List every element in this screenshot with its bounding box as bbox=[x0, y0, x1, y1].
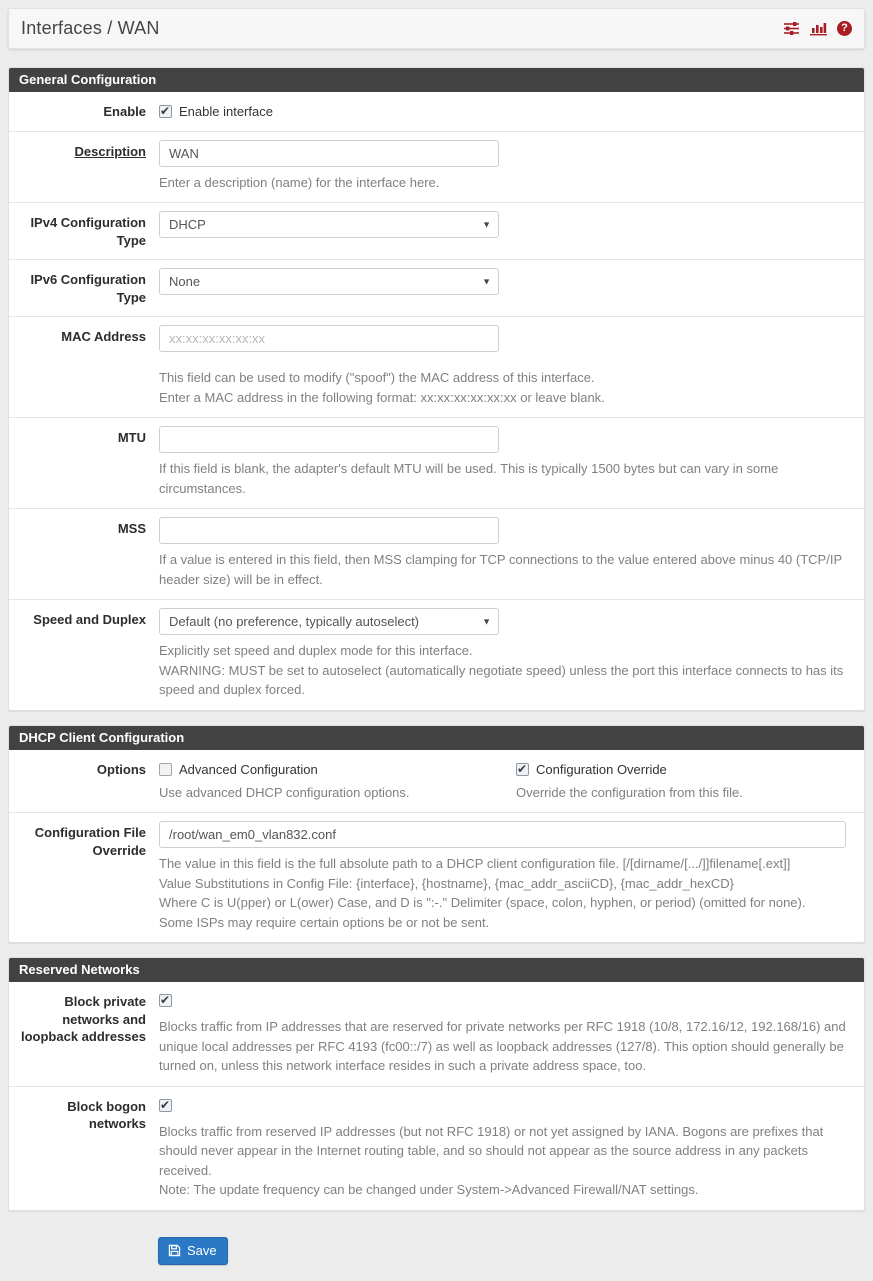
configuration-override-option-col bbox=[516, 758, 854, 803]
block-bogon-networks-label: Block bogon networks bbox=[67, 1098, 146, 1132]
dhcp-client-configuration-heading: DHCP Client Configuration bbox=[9, 726, 864, 750]
enable-interface-checkbox[interactable] bbox=[159, 105, 172, 118]
ipv6-config-select[interactable] bbox=[159, 268, 499, 295]
block-private-networks-label: Block private networks and loopback addresses bbox=[21, 994, 146, 1045]
configuration-override-option[interactable] bbox=[516, 758, 834, 777]
mac-address-row bbox=[9, 317, 864, 418]
speed-duplex-help: Explicitly set speed and duplex mode for this interface. WARNING: MUST be set to autoselect (automatically negotiate speed) unless the port this interface connects to has its speed and duplex forced. bbox=[159, 643, 844, 698]
bar-chart-icon[interactable] bbox=[810, 21, 827, 36]
mac-address-label: MAC Address bbox=[61, 329, 146, 345]
ipv4-config-select[interactable] bbox=[159, 211, 499, 238]
save-button[interactable] bbox=[158, 1237, 228, 1265]
configuration-override-label: Configuration Override bbox=[536, 761, 667, 777]
configuration-override-help: Override the configuration from this file. bbox=[516, 784, 743, 800]
enable-interface-option[interactable] bbox=[159, 100, 854, 119]
reserved-networks-heading: Reserved Networks bbox=[9, 958, 864, 982]
block-private-networks-help: Blocks traffic from IP addresses that are reserved for private networks per RFC 1918 (10/8, 172.16/12, 192.168/16) and unique local addresses per RFC 4193 (fc00::/7) as well as loopback addresses (127/8). This option should generally be turned on, unless this network interface resides in such a private address space, too. bbox=[159, 1019, 846, 1074]
ipv4-config-label: IPv4 Configuration Type bbox=[30, 215, 146, 248]
advanced-configuration-checkbox[interactable] bbox=[159, 763, 172, 776]
description-help: Enter a description (name) for the interface here. bbox=[159, 174, 440, 190]
mtu-label: MTU bbox=[117, 430, 146, 446]
configuration-file-override-row bbox=[9, 813, 864, 942]
save-icon bbox=[168, 1244, 181, 1257]
mss-row bbox=[9, 509, 864, 600]
block-bogon-networks-checkbox[interactable] bbox=[159, 1099, 172, 1112]
dhcp-options-row bbox=[9, 750, 864, 814]
speed-duplex-label: Speed and Duplex bbox=[33, 612, 146, 628]
speed-duplex-row bbox=[9, 600, 864, 710]
block-bogon-networks-option[interactable] bbox=[159, 1095, 854, 1112]
mac-address-input[interactable] bbox=[159, 325, 499, 352]
mss-input[interactable] bbox=[159, 517, 499, 544]
mtu-row bbox=[9, 418, 864, 509]
mss-label: MSS bbox=[117, 521, 146, 537]
general-configuration-heading: General Configuration bbox=[9, 68, 864, 92]
enable-label: Enable bbox=[103, 104, 146, 119]
general-configuration-panel bbox=[8, 67, 865, 711]
advanced-configuration-option-col bbox=[159, 758, 516, 803]
help-icon[interactable] bbox=[837, 21, 852, 36]
breadcrumb: Interfaces / WAN bbox=[21, 18, 160, 38]
block-private-networks-option[interactable] bbox=[159, 990, 854, 1007]
advanced-configuration-help: Use advanced DHCP configuration options. bbox=[159, 784, 410, 800]
save-button-label: Save bbox=[187, 1242, 217, 1258]
sliders-icon[interactable] bbox=[783, 21, 800, 36]
configuration-override-checkbox[interactable] bbox=[516, 763, 529, 776]
title-bar bbox=[8, 8, 865, 49]
header-actions bbox=[783, 21, 852, 36]
advanced-configuration-option[interactable] bbox=[159, 758, 496, 777]
footer-actions bbox=[8, 1225, 865, 1265]
ipv6-config-label: IPv6 Configuration Type bbox=[30, 272, 146, 305]
reserved-networks-panel bbox=[8, 957, 865, 1211]
block-private-networks-row bbox=[9, 982, 864, 1087]
ipv6-config-row bbox=[9, 260, 864, 317]
description-label: Description bbox=[74, 143, 146, 159]
mtu-help: If this field is blank, the adapter's default MTU will be used. This is typically 1500 bytes but can vary in some circumstances. bbox=[159, 461, 779, 496]
block-bogon-networks-row bbox=[9, 1087, 864, 1210]
description-row bbox=[9, 132, 864, 204]
configuration-file-override-label: Configuration File Override bbox=[34, 825, 146, 858]
configuration-file-override-input[interactable] bbox=[159, 821, 846, 848]
enable-interface-checkbox-label: Enable interface bbox=[179, 104, 273, 119]
dhcp-options-label: Options bbox=[96, 761, 146, 777]
mss-help: If a value is entered in this field, then MSS clamping for TCP connections to the value entered above minus 40 (TCP/IP header size) will be in effect. bbox=[159, 552, 842, 587]
block-private-networks-checkbox[interactable] bbox=[159, 994, 172, 1007]
block-bogon-networks-help: Blocks traffic from reserved IP addresses (but not RFC 1918) or not yet assigned by IANA. Bogons are prefixes that should never appear in the Internet routing table, and so should not appear as the source address in any packets received. Note: The update frequency can be changed under System->Advanced Firewall/NAT settings. bbox=[159, 1123, 824, 1198]
enable-row bbox=[9, 92, 864, 132]
advanced-configuration-label: Advanced Configuration bbox=[179, 761, 318, 777]
mac-address-help: This field can be used to modify ("spoof") the MAC address of this interface. Enter a MAC address in the following format: xx:xx:xx:xx:xx:xx or leave blank. bbox=[159, 370, 605, 405]
description-input[interactable] bbox=[159, 140, 499, 167]
mtu-input[interactable] bbox=[159, 426, 499, 453]
configuration-file-override-help: The value in this field is the full absolute path to a DHCP client configuration file. [/[dirname/[.../]]filename[.ext]] Value Substitutions in Config File: {interface}, {hostname}, {mac_addr_asciiCD}, {mac_addr_hexCD} Where C is U(pper) or L(ower) Case, and D is ":-." Delimiter (space, colon, hyphen, or period) (omitted for none). Some ISPs may require certain options be or not be sent. bbox=[159, 856, 806, 930]
ipv4-config-row bbox=[9, 203, 864, 260]
dhcp-client-configuration-panel bbox=[8, 725, 865, 944]
speed-duplex-select[interactable] bbox=[159, 608, 499, 635]
